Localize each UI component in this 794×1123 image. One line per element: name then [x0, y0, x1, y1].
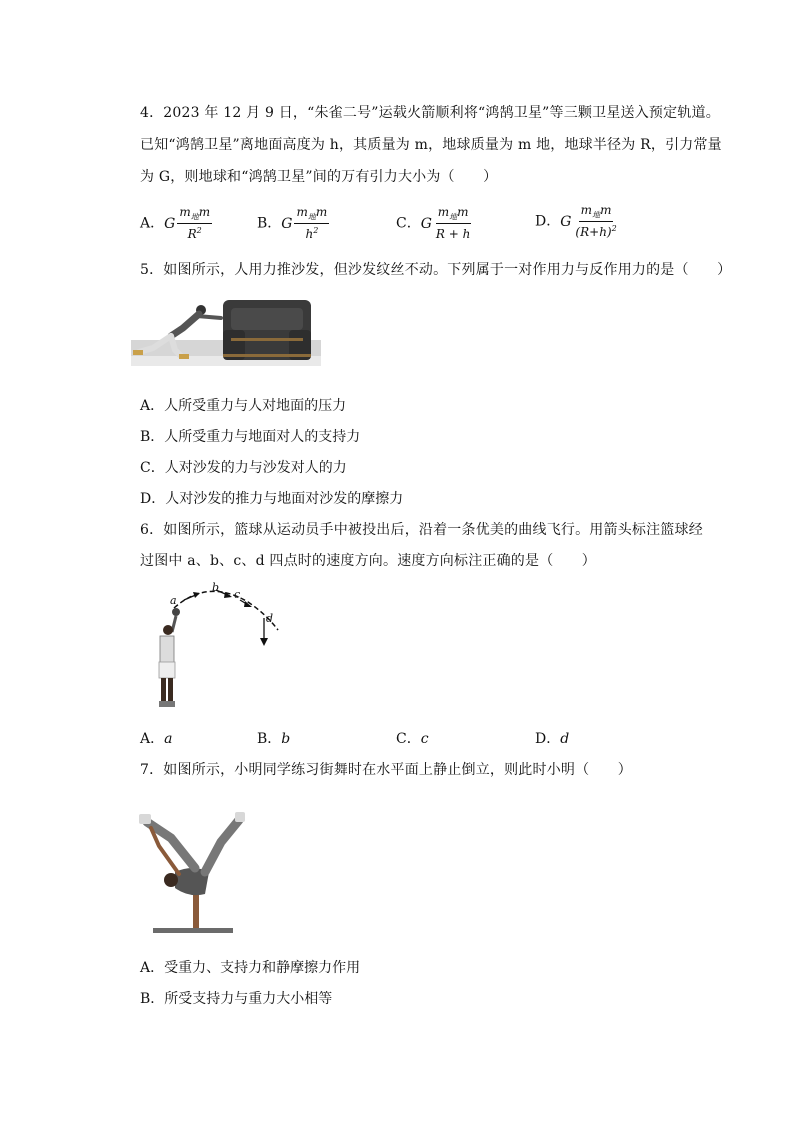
q4-line-2: 已知“鸿鹄卫星”离地面高度为 h，其质量为 m，地球质量为 m 地，地球半径为 R，引力常量	[140, 137, 722, 153]
q5-option-c[interactable]: C．人对沙发的力与沙发对人的力	[140, 460, 347, 476]
q5-line-1: 5．如图所示，人用力推沙发，但沙发纹丝不动。下列属于一对作用力与反作用力的是（ ）	[140, 262, 732, 278]
q4-option-b[interactable]: B．G $\frac{m_地m}{h^2}$	[257, 205, 328, 242]
q6-option-b[interactable]: B．b	[257, 731, 291, 747]
q5-option-b[interactable]: B．人所受重力与地面对人的支持力	[140, 429, 361, 445]
trajectory-label-d: d	[266, 612, 274, 625]
q4-option-b-fraction: $\frac{m_地m}{h^2}$	[296, 205, 328, 242]
q4-option-d[interactable]: D．G $\frac{m_地m}{(R+h)^2}$	[535, 203, 617, 240]
trajectory-label-b: b	[212, 581, 220, 594]
q5-option-a[interactable]: A．人所受重力与人对地面的压力	[140, 398, 347, 414]
q4-option-a-fraction: $\frac{m_地m}{R^2}$	[179, 205, 211, 242]
q4-option-c[interactable]: C．G $\frac{m_地m}{R + h}$	[396, 205, 471, 242]
trajectory-label-a: a	[170, 594, 177, 607]
q4-option-d-fraction: $\frac{m_地m}{(R+h)^2}$	[575, 203, 617, 240]
street-dancer-handstand-image	[135, 802, 247, 938]
q7-option-a[interactable]: A．受重力、支持力和静摩擦力作用	[140, 960, 361, 976]
q4-line-1: 4．2023 年 12 月 9 日，“朱雀二号”运载火箭顺利将“鸿鹄卫星”等三颗卫星送入预定轨道。	[140, 105, 720, 121]
q6-option-d[interactable]: D．d	[535, 731, 570, 747]
q7-line-1: 7．如图所示，小明同学练习街舞时在水平面上静止倒立，则此时小明（ ）	[140, 762, 632, 778]
q7-option-b[interactable]: B．所受支持力与重力大小相等	[140, 991, 333, 1007]
person-pushing-sofa-image	[131, 296, 321, 368]
basketball-trajectory-figure	[148, 580, 288, 715]
q6-option-a[interactable]: A．a	[140, 731, 173, 747]
q4-option-c-fraction: $\frac{m_地m}{R + h}$	[435, 205, 471, 242]
q6-line-2: 过图中 a、b、c、d 四点时的速度方向。速度方向标注正确的是（ ）	[140, 553, 597, 569]
q5-option-d[interactable]: D．人对沙发的推力与地面对沙发的摩擦力	[140, 491, 404, 507]
q4-line-3: 为 G，则地球和“鸿鹄卫星”间的万有引力大小为（ ）	[140, 169, 498, 185]
trajectory-label-c: c	[234, 588, 241, 601]
q6-line-1: 6．如图所示，篮球从运动员手中被投出后，沿着一条优美的曲线飞行。用箭头标注篮球经	[140, 522, 703, 538]
q4-option-a[interactable]: A．G $\frac{m_地m}{R^2}$	[140, 205, 211, 242]
q6-option-c[interactable]: C．c	[396, 731, 429, 747]
